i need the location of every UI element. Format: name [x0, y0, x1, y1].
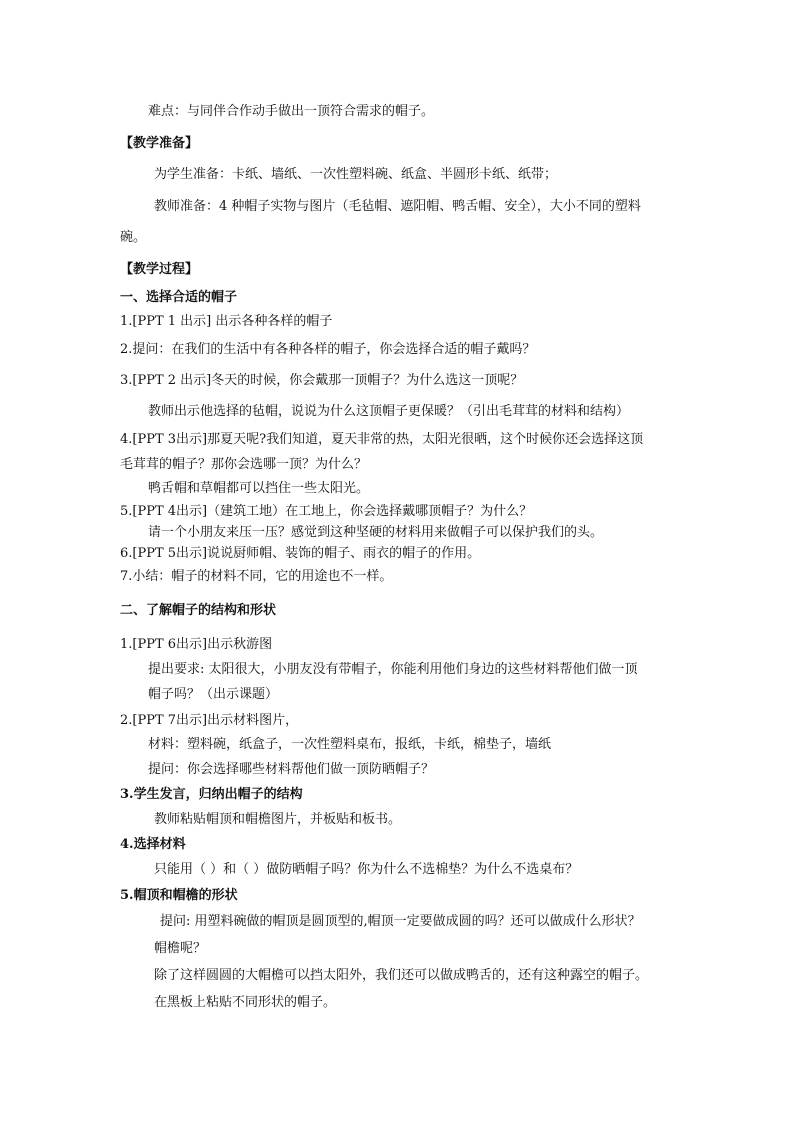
teacher-preparation-line: 教师准备：4 种帽子实物与图片（毛毡帽、遮阳帽、鸭舌帽、安全），大小不同的塑料 — [154, 199, 641, 214]
materials-line: 材料：塑料碗，纸盒子，一次性塑料桌布，报纸，卡纸，棉垫子，墙纸 — [148, 737, 552, 752]
section-heading-preparation: 【教学准备】 — [120, 136, 199, 151]
step-1-3: 3.[PPT 2 出示]冬天的时候，你会戴那一顶帽子？为什么选这一顶呢？ — [120, 373, 524, 388]
step-1-5: 5.[PPT 4出示]（建筑工地）在工地上，你会选择戴哪顶帽子？为什么？ — [120, 504, 533, 519]
step-2-5-question-cont: 帽檐呢？ — [154, 941, 207, 956]
student-preparation-line: 为学生准备：卡纸、墙纸、一次性塑料碗、纸盒、半圆形卡纸、纸带； — [154, 167, 558, 182]
step-1-4-cont: 毛茸茸的帽子？那你会选哪一顶？为什么？ — [120, 457, 368, 472]
step-2-1-detail-cont: 帽子吗？（出示课题） — [148, 687, 279, 702]
step-2-2-question: 提问：你会选择哪些材料帮他们做一顶防晒帽子？ — [148, 762, 435, 777]
step-2-1: 1.[PPT 6出示]出示秋游图 — [120, 637, 273, 652]
step-2-3-detail: 教师粘贴帽顶和帽檐图片，并板贴和板书。 — [154, 812, 402, 827]
step-2-2: 2.[PPT 7出示]出示材料图片， — [120, 713, 299, 728]
step-1-6: 6.[PPT 5出示]说说厨师帽、装饰的帽子、雨衣的帽子的作用。 — [120, 546, 481, 561]
step-2-5-detail: 除了这样圆圆的大帽檐可以挡太阳外，我们还可以做成鸭舌的，还有这种露空的帽子。 — [154, 968, 649, 983]
step-1-7: 7.小结：帽子的材料不同，它的用途也不一样。 — [120, 569, 393, 584]
step-1-5-detail: 请一个小朋友来压一压？感觉到这种坚硬的材料用来做帽子可以保护我们的头。 — [148, 525, 604, 540]
step-1-4-detail: 鸭舌帽和草帽都可以挡住一些太阳光。 — [148, 481, 370, 496]
section-heading-process: 【教学过程】 — [120, 262, 199, 277]
teacher-preparation-line-cont: 碗。 — [120, 230, 147, 245]
step-1-2: 2.提问：在我们的生活中有各种各样的帽子，你会选择合适的帽子戴吗？ — [120, 342, 536, 357]
step-1-1: 1.[PPT 1 出示] 出示各种各样的帽子 — [120, 314, 333, 329]
step-2-5-board: 在黑板上粘贴不同形状的帽子。 — [154, 995, 337, 1010]
step-2-5: 5.帽顶和帽檐的形状 — [120, 888, 238, 903]
part-one-heading: 一、选择合适的帽子 — [120, 290, 238, 305]
step-2-5-question: 提问: 用塑料碗做的帽顶是圆顶型的,帽顶一定要做成圆的吗？还可以做成什么形状？ — [160, 914, 641, 929]
step-2-4: 4.选择材料 — [120, 837, 186, 852]
step-1-3-detail: 教师出示他选择的毡帽，说说为什么这顶帽子更保暖？（引出毛茸茸的材料和结构） — [148, 404, 630, 419]
step-2-4-detail: 只能用（ ）和（ ）做防晒帽子吗？你为什么不选棉垫？为什么不选桌布？ — [154, 862, 579, 877]
step-2-1-detail: 提出要求: 太阳很大，小朋友没有带帽子，你能利用他们身边的这些材料帮他们做一顶 — [148, 662, 638, 677]
step-2-3: 3.学生发言，归纳出帽子的结构 — [120, 787, 303, 802]
difficulty-line: 难点：与同伴合作动手做出一顶符合需求的帽子。 — [148, 104, 435, 119]
part-two-heading: 二、了解帽子的结构和形状 — [120, 603, 277, 618]
step-1-4: 4.[PPT 3出示]那夏天呢?我们知道，夏天非常的热，太阳光很晒，这个时候你还会选择这顶 — [120, 432, 644, 447]
